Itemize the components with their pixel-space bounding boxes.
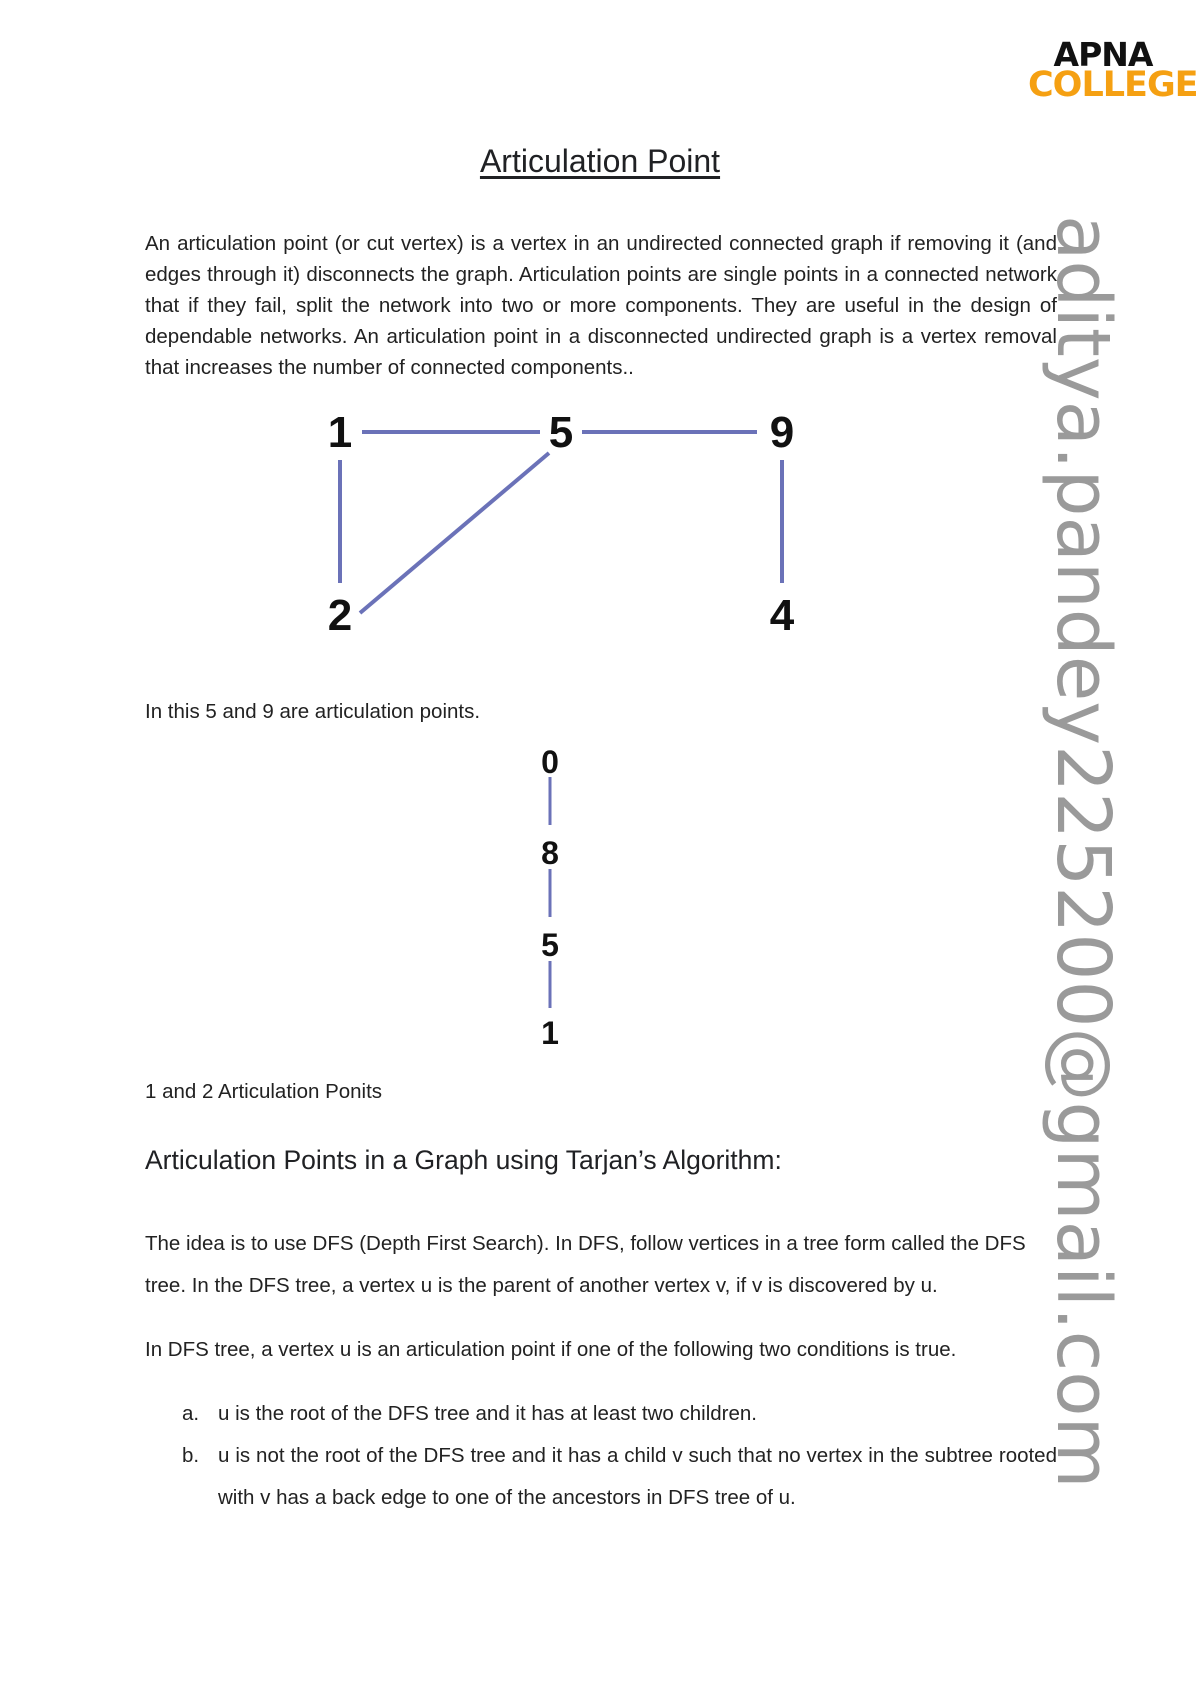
graph-1-node-9: 9 [769,408,795,457]
graph-2-node-5: 5 [541,927,559,963]
list-item [182,1393,1057,1435]
email-watermark: aditya.pandey225200@gmail.com [1040,215,1126,1489]
graph-1-node-1: 1 [327,408,353,457]
graph-1-edges [340,432,782,613]
graph-1-node-5: 5 [548,408,574,457]
condition-text: u is not the root of the DFS tree and it has a child v such that no vertex in the subtree rooted with v has a back edge to one of the ancestors in DFS tree of u. [218,1444,1057,1509]
graph-1-node-4: 4 [769,591,795,640]
list-item [182,1435,1057,1519]
graph-1-caption: In this 5 and 9 are articulation points. [145,700,481,723]
intro-paragraph: An articulation point (or cut vertex) is a vertex in an undirected connected graph if removing it (and edges through it) disconnects the graph. Articulation points are single points in a connected network that if they fail, split the network into two or more components. They are useful in the design of dependable networks. An articulation point in a disconnected undirected graph is a vertex removal that increases the number of connected components.. [145,232,1057,379]
graph-2-node-1: 1 [541,1015,559,1050]
list-marker: a. [182,1402,200,1425]
graph-2-diagram [0,740,1200,1050]
section-heading: Articulation Points in a Graph using Tarjan’s Algorithm: [145,1145,782,1175]
graph-2-node-8: 8 [541,835,559,871]
list-marker: b. [182,1444,200,1467]
graph-1-node-2: 2 [327,591,353,640]
dfs-paragraph: The idea is to use DFS (Depth First Search). In DFS, follow vertices in a tree form called the DFS tree. In the DFS tree, a vertex u is the parent of another vertex v, if v is discovered by u. [145,1232,1026,1297]
condition-text: u is the root of the DFS tree and it has at least two children. [218,1402,757,1425]
graph-2-caption: 1 and 2 Articulation Ponits [145,1080,383,1103]
apna-college-logo [1028,35,1198,105]
logo-line-2: COLLEGE [1028,65,1198,105]
graph-1-diagram [0,405,1200,645]
conditions-intro: In DFS tree, a vertex u is an articulation point if one of the following two conditions is true. [145,1338,957,1361]
logo-line-1: APNA [1053,35,1153,74]
edge-5-2 [360,453,549,613]
graph-2-node-0: 0 [541,744,559,780]
page-title: Articulation Point [479,143,721,179]
